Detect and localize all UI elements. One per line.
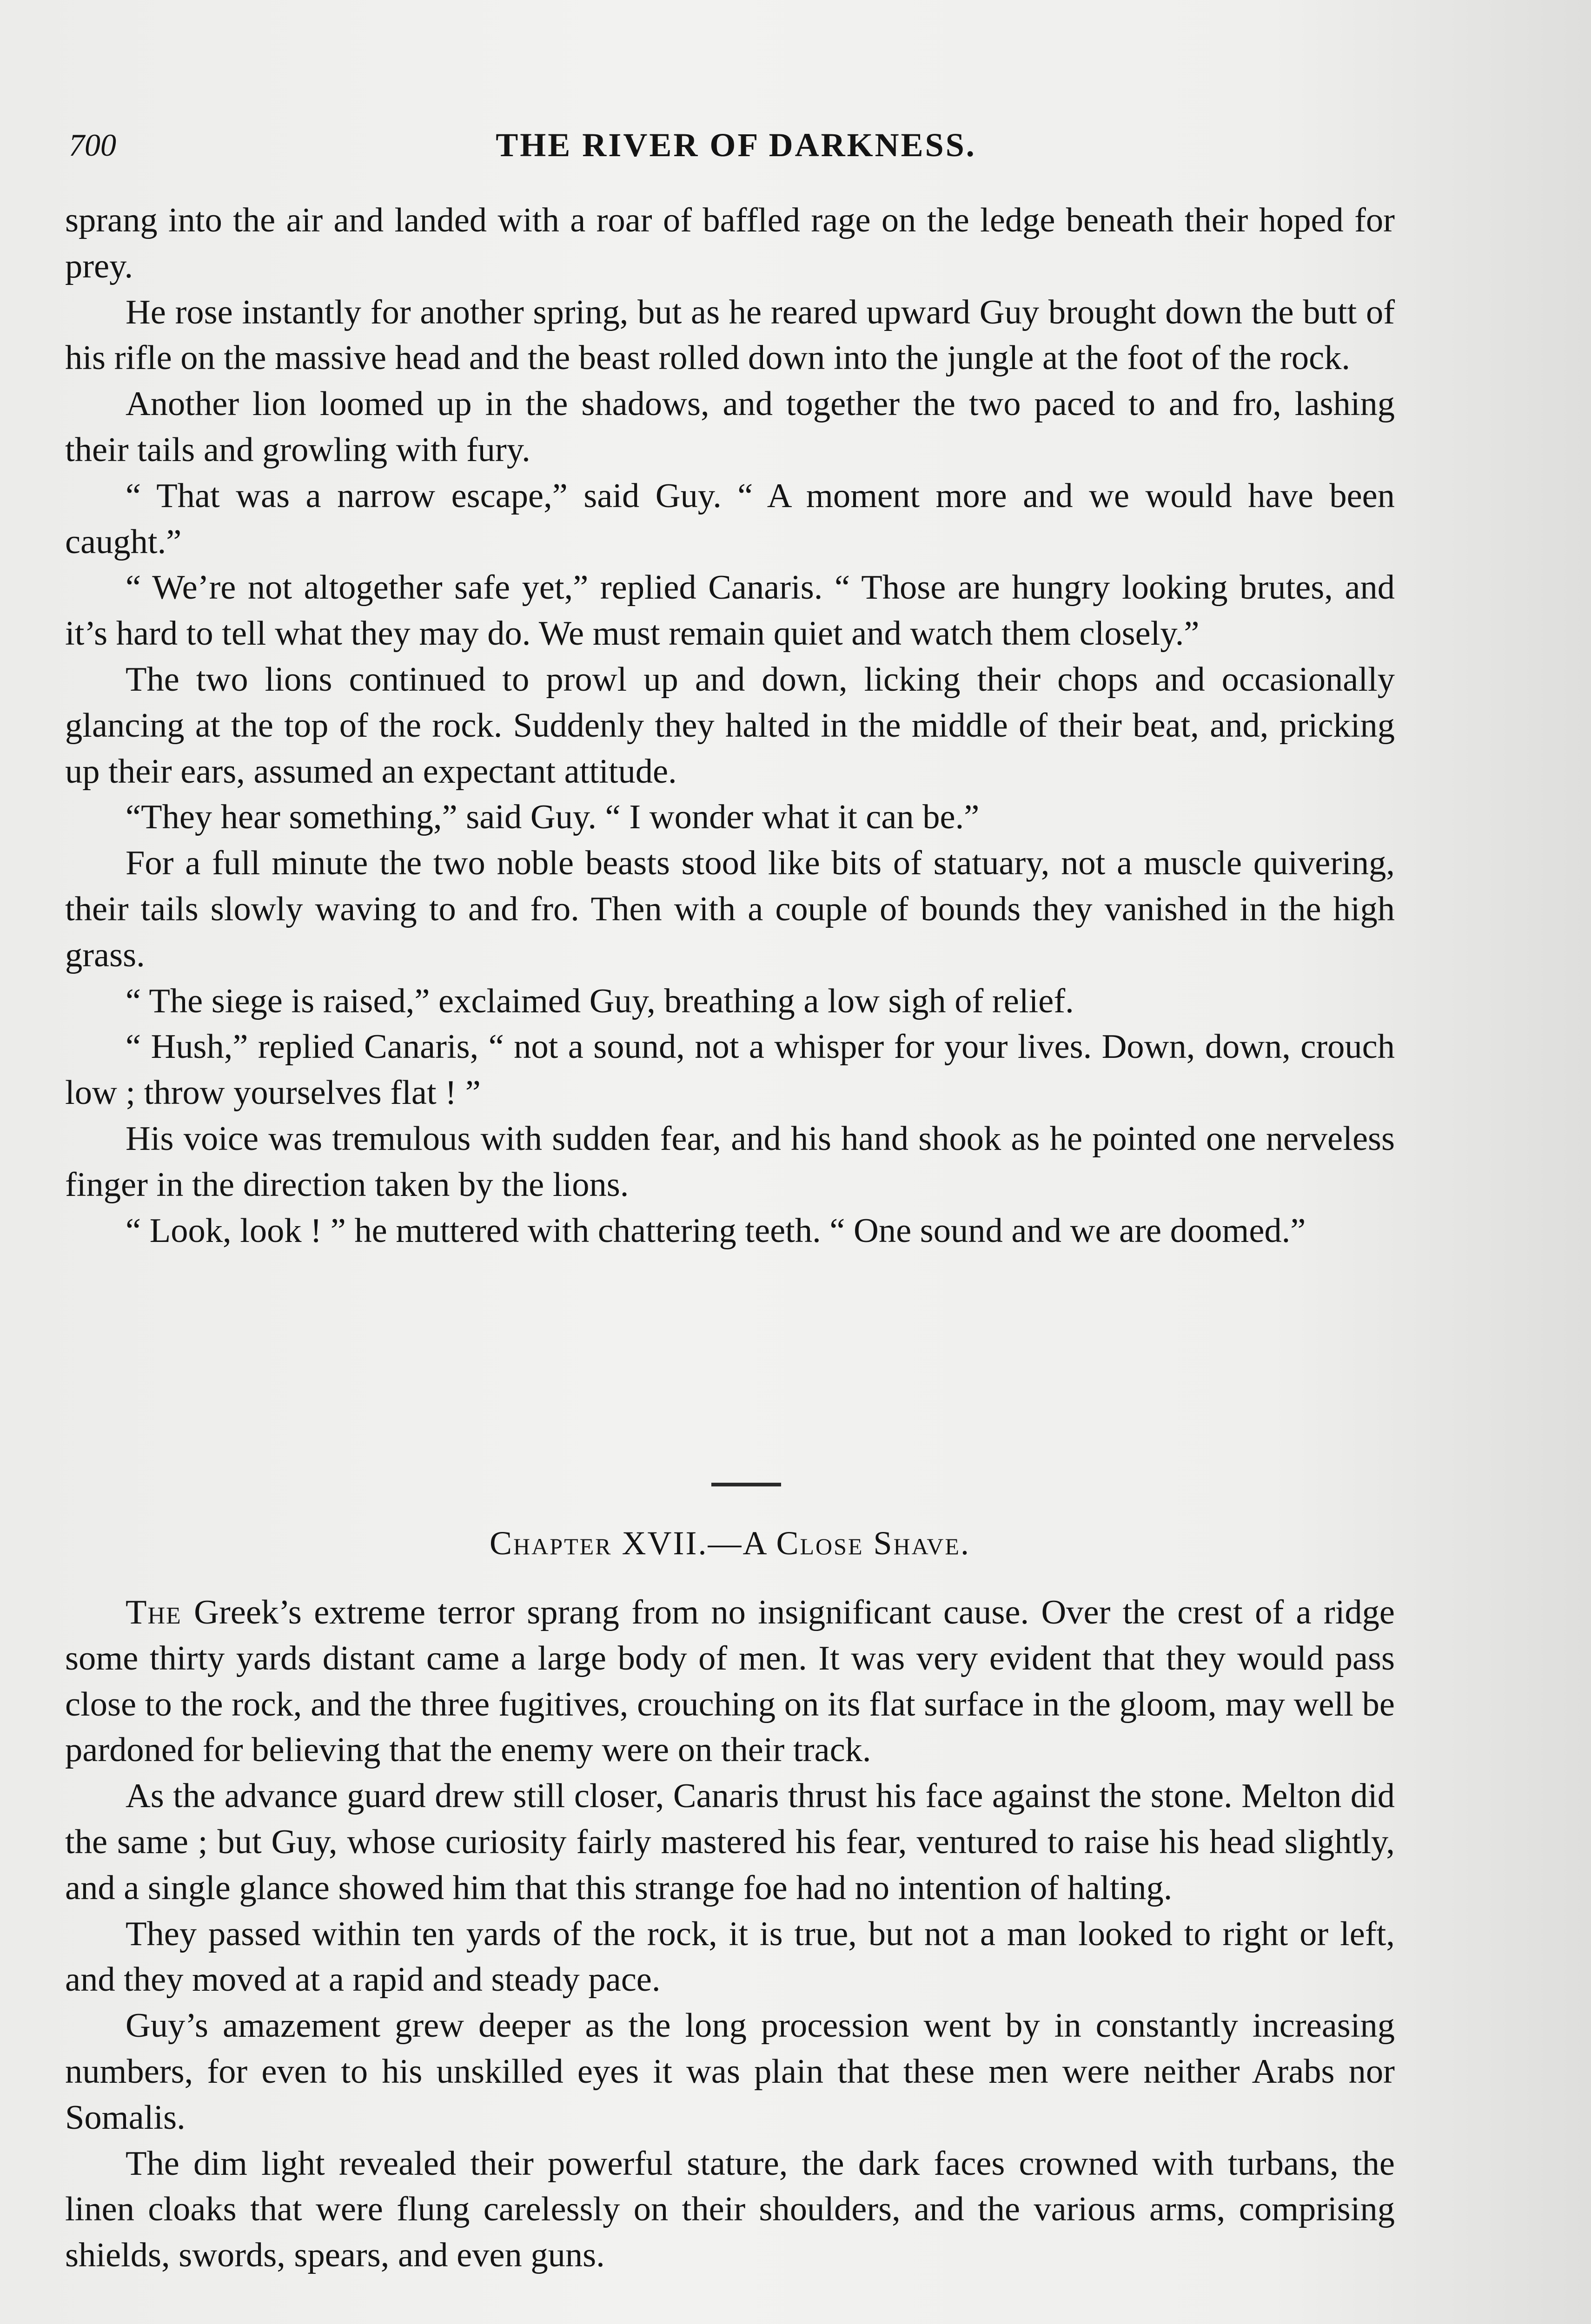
chapter-opening-paragraph — [65, 1590, 1395, 1773]
paragraph: Guy’s amazement grew deeper as the long procession went by in constantly increasing numbers, for even to his unskilled eyes it was plain that these men were neither Arabs nor Somalis. — [65, 2007, 1395, 2137]
paragraph: His voice was tremulous with sudden fear, and his hand shook as he pointed one nerveless finger in the direction taken by the lions. — [65, 1119, 1395, 1204]
paragraph: They passed within ten yards of the rock, it is true, but not a man looked to right or left, and they moved at a rapid and steady pace. — [65, 1915, 1395, 1999]
page-header — [69, 122, 1403, 173]
chapter-opening-text: Greek’s extreme terror sprang from no insignificant cause. Over the crest of a ridge some thirty yards distant came a large body of men. It was very evident that they would pass close to the rock, and the three fugitives, crouching on its flat surface in the gloom, may well be pardoned for believing that the enemy were on their track. — [65, 1593, 1395, 1769]
paragraph: “ The siege is raised,” exclaimed Guy, breathing a low sigh of relief. — [126, 982, 1074, 1020]
paragraph: “ Look, look ! ” he muttered with chattering teeth. “ One sound and we are doomed.” — [126, 1211, 1306, 1250]
text-section-chapter-body — [65, 1590, 1395, 2278]
chapter-lead-word: The — [126, 1593, 182, 1631]
paragraph: As the advance guard drew still closer, Canaris thrust his face against the stone. Melton did the same ; but Guy, whose curiosity fairly mastered his fear, ventured to raise his head slightly, and a single glance showed him that this strange foe had no intention of halting. — [65, 1777, 1395, 1907]
paragraph: The dim light revealed their powerful stature, the dark faces crowned with turbans, the linen cloaks that were flung carelessly on their shoulders, and the various arms, comprising shields, swords, spears, and even guns. — [65, 2144, 1395, 2275]
paragraph: sprang into the air and landed with a roar of baffled rage on the ledge beneath their hoped for prey. — [65, 201, 1395, 285]
paragraph: “They hear something,” said Guy. “ I wonder what it can be.” — [126, 798, 980, 837]
page-number: 700 — [69, 127, 116, 163]
paragraph: He rose instantly for another spring, but as he reared upward Guy brought down the butt of his rifle on the massive head and the beast rolled down into the jungle at the foot of the rock. — [65, 293, 1395, 377]
section-divider — [711, 1483, 781, 1486]
text-section-before-chapter — [65, 198, 1395, 1254]
paragraph: Another lion loomed up in the shadows, and together the two paced to and fro, lashing their tails and growling with fury. — [65, 385, 1395, 469]
paragraph: For a full minute the two noble beasts stood like bits of statuary, not a muscle quivering, their tails slowly waving to and fro. Then with a couple of bounds they vanished in the high grass. — [65, 844, 1395, 974]
paragraph: “ That was a narrow escape,” said Guy. “ A moment more and we would have been caught.” — [65, 476, 1395, 561]
running-title: THE RIVER OF DARKNESS. — [496, 126, 976, 164]
paragraph: “ Hush,” replied Canaris, “ not a sound, not a whisper for your lives. Down, down, crouch low ; throw yourselves flat ! ” — [65, 1028, 1395, 1112]
paragraph: The two lions continued to prowl up and down, licking their chops and occasionally glancing at the top of the rock. Suddenly they halted in the middle of their beat, and, pricking up their ears, assumed an expectant attitude. — [65, 660, 1395, 791]
paragraph: “ We’re not altogether safe yet,” replied Canaris. “ Those are hungry looking brutes, and it’s hard to tell what they may do. We must remain quiet and watch them closely.” — [65, 568, 1395, 653]
chapter-heading: Chapter XVII.—A Close Shave. — [490, 1525, 970, 1562]
